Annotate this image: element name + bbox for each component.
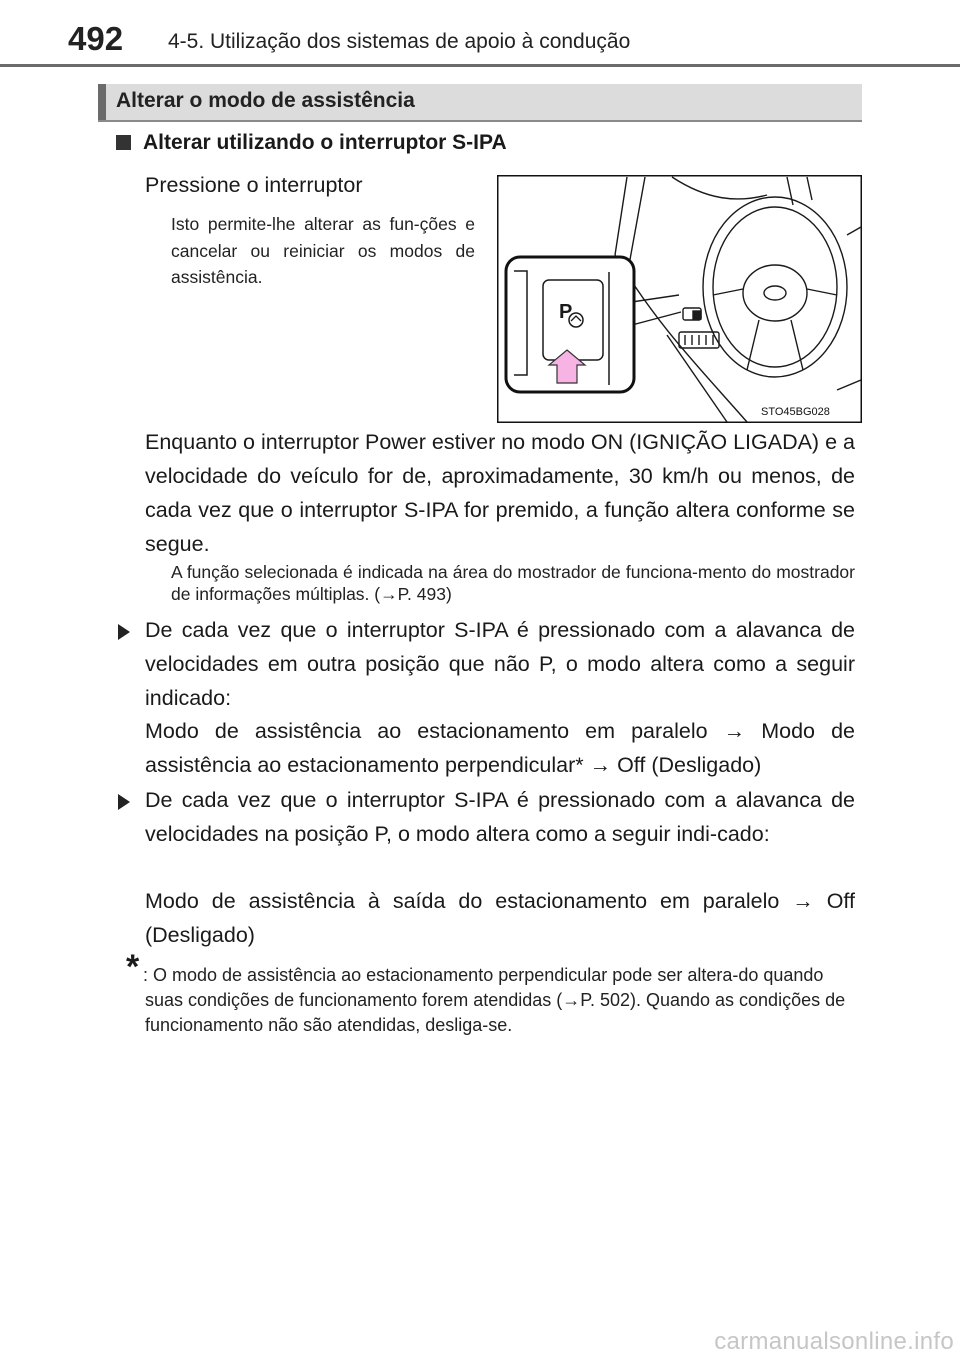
step-note: Isto permite-lhe alterar as fun-ções e cancelar ou reiniciar os modos de assistência.: [171, 214, 475, 287]
bullet-triangle-icon: [118, 624, 130, 640]
button-letter: P: [559, 301, 573, 323]
subheading-text: Alterar utilizando o interruptor S-IPA: [143, 131, 507, 154]
bullet-1-sequence: Modo de assistência ao estacionamento em paralelo → Modo de assistência ao estacionamento perpendicular* → Off (Desligado): [145, 719, 855, 777]
figure-code: STO45BG028: [761, 406, 830, 418]
main-paragraph: Enquanto o interruptor Power estiver no modo ON (IGNIÇÃO LIGADA) e a velocidade do veículo for de, aproximadamente, 30 km/h ou menos, de cada vez que o interruptor S-IPA for premido, a função altera conforme se segue.: [145, 430, 855, 556]
step-text: Pressione o interruptor: [145, 173, 363, 197]
figure: [497, 175, 862, 423]
bullet-triangle-icon: [118, 794, 130, 810]
bullet-2-sequence: Modo de assistência à saída do estacionamento em paralelo → Off (Desligado): [145, 889, 855, 947]
section-title-bar: [98, 84, 862, 122]
page-number: 492: [68, 20, 124, 57]
watermark: carmanualsonline.info: [714, 1328, 954, 1355]
subheading: [116, 131, 507, 155]
section-marker: [98, 84, 106, 120]
chapter-title: 4-5. Utilização dos sistemas de apoio à condução: [168, 30, 631, 53]
header-rule: [0, 64, 960, 67]
bullet-2-text: De cada vez que o interruptor S-IPA é pressionado com a alavanca de velocidades na posição P, o modo altera como a seguir indi-cado:: [145, 788, 855, 846]
footnote-text: : O modo de assistência ao estacionamento perpendicular pode ser altera-do quando suas condições de funcionamento forem atendidas (→P. 502). Quando as condições de funcionamento não são atendidas, desliga-se.: [143, 965, 846, 1035]
bullet-1-text: De cada vez que o interruptor S-IPA é pressionado com a alavanca de velocidades em outra posição que não P, o modo altera como a seguir indicado:: [145, 618, 855, 710]
footnote-marker: *: [126, 948, 140, 986]
paragraph-note: A função selecionada é indicada na área do mostrador de funciona-mento do mostrador de informações múltiplas. (→P. 493): [171, 562, 855, 604]
square-bullet-icon: [116, 135, 131, 150]
section-title: Alterar o modo de assistência: [116, 89, 415, 112]
